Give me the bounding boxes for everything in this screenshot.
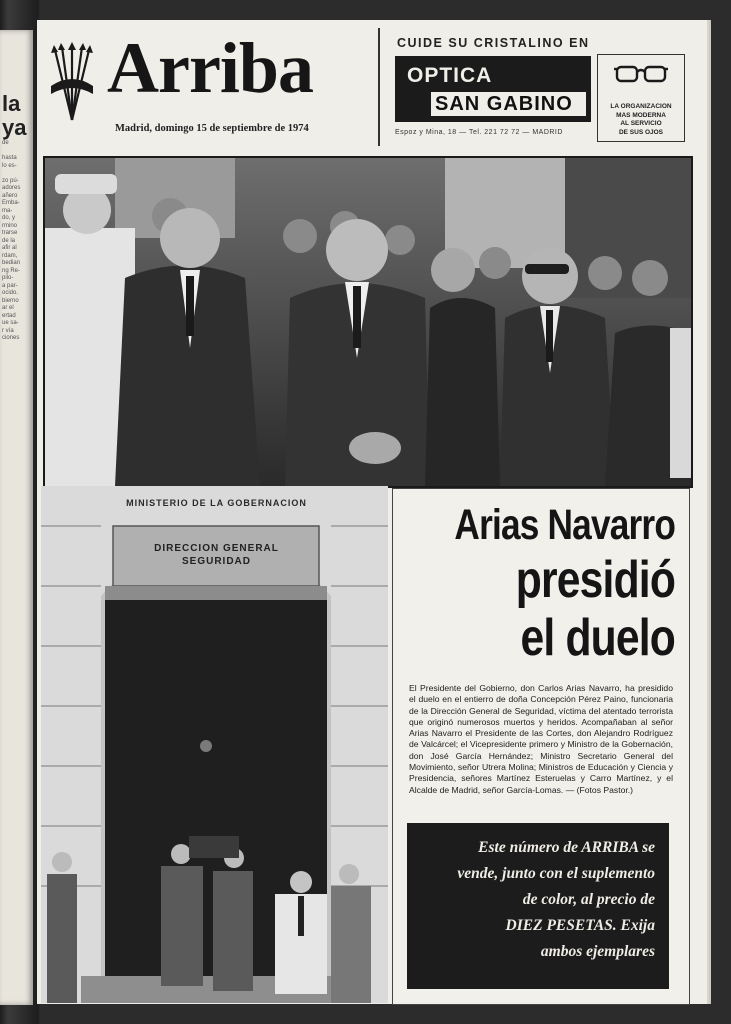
advert-address: Espoz y Mina, 18 — Tel. 221 72 72 — MADRID [395, 129, 563, 136]
prev-text-line: bedian [2, 260, 21, 266]
officials-photo-image [45, 158, 691, 486]
prev-text-line: de la [2, 237, 16, 244]
prev-text-line: zo pú- [2, 177, 19, 184]
previous-page-text [0, 140, 33, 343]
promo-line: Este número de ARRIBA se [478, 839, 655, 856]
dateline: Madrid, domingo 15 de septiembre de 1974 [115, 123, 309, 134]
prev-text-line: lo es- [2, 162, 17, 169]
price-promo-box [407, 823, 669, 989]
slogan-line: MAS MODERNA [616, 111, 666, 119]
newspaper-title: Arriba [107, 28, 313, 108]
prev-text-line: ocido. [2, 290, 19, 296]
promo-line: ambos ejemplares [540, 943, 655, 960]
previous-page-heading [0, 92, 33, 140]
prev-text-line: Emba- [2, 200, 20, 206]
prev-text-line: hasta [2, 155, 17, 161]
prev-text-line [0, 170, 33, 178]
prev-text-line: afir al [2, 245, 17, 251]
prev-heading-line: la [2, 91, 21, 116]
prev-text-line: bierno [2, 297, 19, 304]
prev-text-line: ma- [2, 207, 13, 214]
masthead [37, 20, 377, 150]
article-headline [454, 499, 675, 667]
masthead-divider [378, 28, 380, 146]
prev-text-line: ertad [2, 312, 16, 319]
prev-text-line: ng Re- [2, 267, 21, 274]
prev-text-line: adores [2, 185, 21, 191]
advert-brand-line2: SAN GABINO [435, 93, 573, 115]
slogan-line: DE SUS OJOS [618, 128, 664, 136]
prev-text-line: trarse [2, 230, 18, 236]
advert-slogan-box [597, 54, 685, 142]
promo-line: de color, al precio de [522, 891, 655, 908]
advert-brand-line1: OPTICA [407, 64, 493, 87]
prev-heading-line: ya [2, 115, 27, 140]
optician-advert [387, 32, 685, 147]
arch-inscription: MINISTERIO DE LA GOBERNACION [126, 498, 307, 508]
eyeglasses-icon [614, 63, 668, 85]
headline-line: Arias Navarro [454, 501, 675, 549]
plaque-line: SEGURIDAD [181, 556, 251, 567]
headline-line: presidió [515, 551, 675, 609]
prev-text-line: pilo- [2, 275, 14, 281]
advert-tagline: CUIDE SU CRISTALINO EN [397, 36, 590, 50]
prev-text-line: do, y [2, 215, 16, 221]
prev-text-line: a par- [2, 282, 18, 289]
promo-text [415, 835, 655, 965]
prev-text-line: rmino [2, 222, 18, 229]
lead-article [392, 488, 690, 1005]
prev-text-line: ar el [2, 305, 14, 311]
plaque-text [119, 542, 314, 568]
slogan-line: LA ORGANIZACION [610, 103, 672, 110]
newspaper-front-page [37, 20, 707, 1004]
prev-text-line [0, 148, 33, 156]
promo-line: DIEZ PESETAS. Exija [505, 917, 655, 934]
advert-slogan [600, 103, 682, 137]
yoke-and-arrows-icon [47, 42, 97, 122]
article-body: El Presidente del Gobierno, don Carlos Arias Navarro, ha presidido el duelo en el entierro de doña Concepción Pérez Paino, funcionaria de la Dirección General de Seguridad, víctima del atentado terrorista que originó numerosos muertos y heridos. Acompañaban al señor Arias Navarro el Presidente de las Cortes, don Alejandro Rodríguez de Valcárcel; el Vicepresidente primero y Ministro de la Gobernación, don José García Hernández; Ministro Secretario General del Movimiento, señor Utrera Molina; Ministros de Educación y Ciencia y Presidencia, señores Martínez Esteruelas y Carro Martínez, y el Alcalde de Madrid, señor García-Lomas. — (Fotos Pastor.) [409, 683, 673, 795]
prev-text-line: ue sa- [2, 320, 19, 326]
prev-text-line: añero [2, 192, 18, 199]
ministry-doorway-photo [41, 486, 388, 1003]
prev-text-line: ciones [2, 335, 20, 341]
headline-line: el duelo [520, 609, 675, 667]
slogan-line: AL SERVICIO [620, 120, 662, 127]
prev-text-line: r vía [2, 327, 14, 334]
promo-line: vende, junto con el suplemento [457, 865, 655, 882]
funeral-officials-photo [43, 156, 693, 488]
prev-text-line: de [2, 140, 9, 146]
plaque-line: DIRECCION GENERAL [154, 543, 279, 554]
advert-brand-box [395, 56, 591, 122]
prev-text-line: rdam, [2, 252, 18, 259]
previous-page-edge [0, 30, 33, 1005]
